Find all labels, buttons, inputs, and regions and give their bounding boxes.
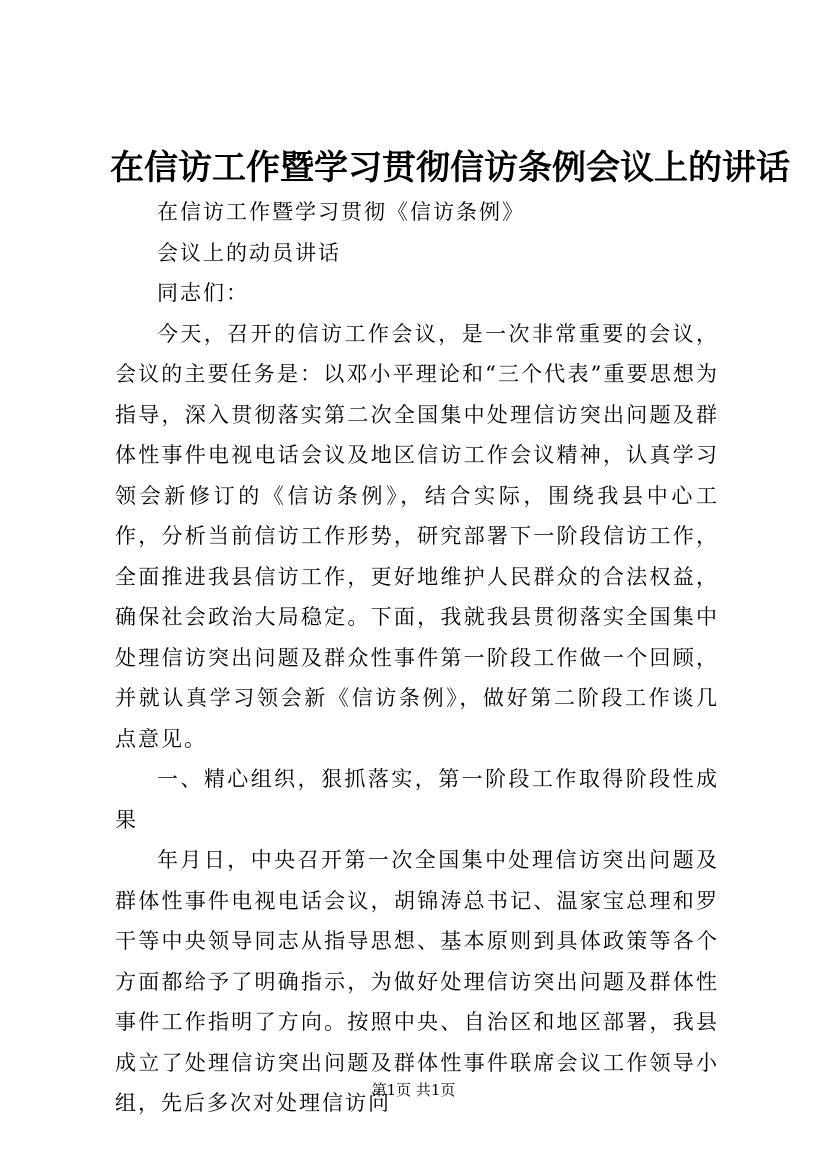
intro-paragraph: 今天，召开的信访工作会议，是一次非常重要的会议，会议的主要任务是：以邓小平理论和“三个代表”重要思想为指导，深入贯彻落实第二次全国集中处理信访突出问题及群体性事件电视电话会议及地区信访工作会议精神，认真学习领会新修订的《信访条例》，结合实际，围绕我县中心工作，分析当前信访工作形势，研究部署下一阶段信访工作，全面推进我县信访工作，更好地维护人民群众的合法权益，确保社会政治大局稳定。下面，我就我县贯彻落实全国集中处理信访突出问题及群众性事件第一阶段工作做一个回顾，并就认真学习领会新《信访条例》，做好第二阶段工作谈几点意见。 (115, 321, 719, 751)
subtitle-line-1: 在信访工作暨学习贯彻《信访条例》 (157, 200, 525, 224)
document-title: 在信访工作暨学习贯彻信访条例会议上的讲话 (110, 148, 790, 188)
section-1-paragraph: 年月日，中央召开第一次全国集中处理信访突出问题及群体性事件电视电话会议，胡锦涛总书记、温家宝总理和罗干等中央领导同志从指导思想、基本原则到具体政策等各个方面都给予了明确指示，为做好处理信访突出问题及群体性事件工作指明了方向。按照中央、自治区和地区部署，我县成立了处理信访突出问题及群体性事件联席会议工作领导小组，先后多次对处理信访问 (115, 848, 719, 1115)
document-body (115, 192, 719, 1124)
page-footer: 第1页 共1页 (371, 1081, 456, 1099)
section-heading-1: 一、精心组织，狠抓落实，第一阶段工作取得阶段性成果 (115, 767, 719, 832)
salutation: 同志们： (157, 281, 249, 305)
subtitle-line-2: 会议上的动员讲话 (157, 240, 341, 265)
